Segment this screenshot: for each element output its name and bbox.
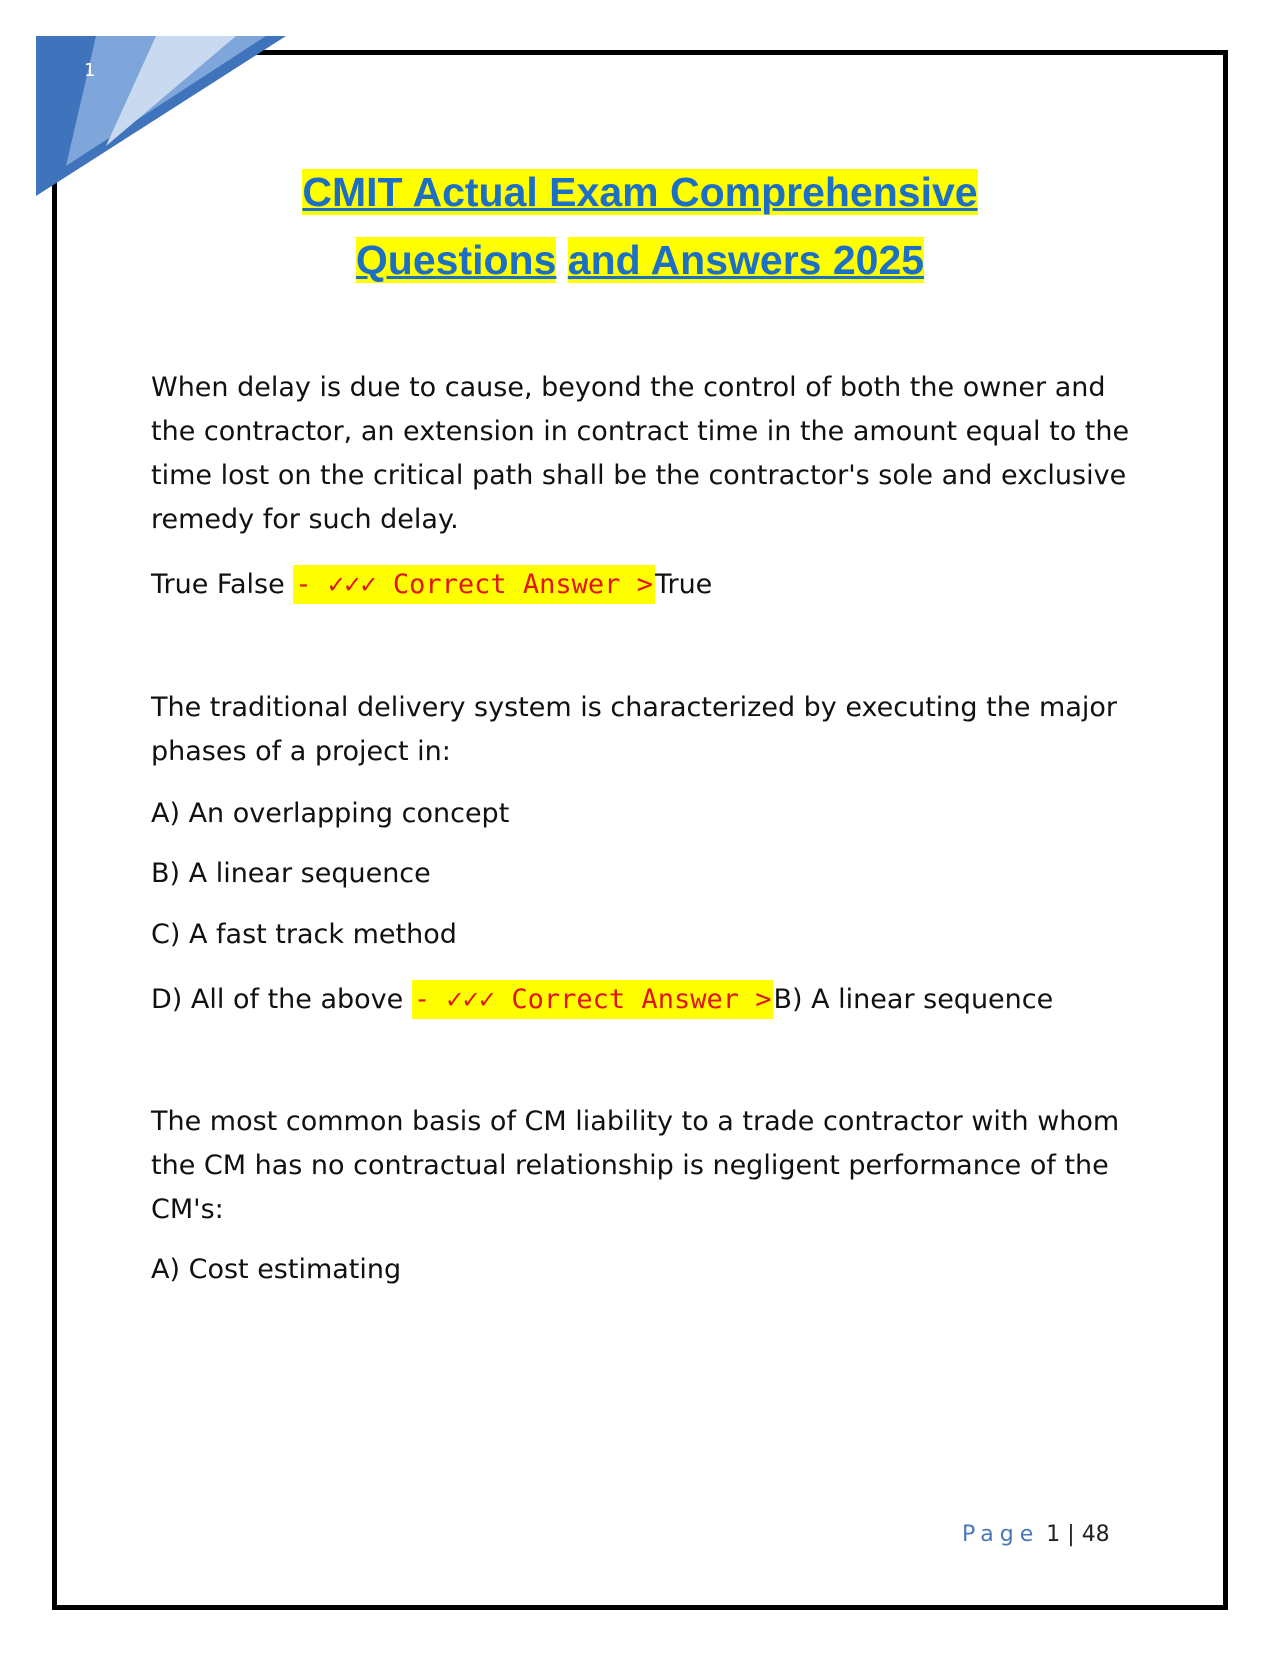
question-2-answer: B) A linear sequence (773, 984, 1054, 1015)
title-line-1: CMIT Actual Exam Comprehensive (302, 169, 978, 215)
question-2-text: The traditional delivery system is characterized by executing the major phases of a project in: (151, 692, 1118, 767)
page-label: Page (962, 1522, 1040, 1547)
question-1-options: True False (151, 569, 285, 600)
title-line-2a: Questions (355, 237, 557, 283)
page-number-top: 1 (84, 60, 96, 81)
question-2-option-a: A) An overlapping concept (151, 798, 510, 829)
question-1-text: When delay is due to cause, beyond the control of both the owner and the contractor, an extension in contract time in the amount equal to the time lost on the critical path shall be the contractor's sole and exclusive remedy for such delay. (151, 372, 1130, 535)
question-1-answer-line (151, 563, 1141, 607)
question-1-answer: True (654, 569, 713, 600)
question-3-text: The most common basis of CM liability to a trade contractor with whom the CM has no contractual relationship is negligent performance of the CM's: (151, 1106, 1120, 1225)
total-pages: 48 (1081, 1522, 1110, 1547)
correct-answer-marker: - ✓✓✓ Correct Answer > (412, 980, 774, 1019)
title-line-2b: and Answers 2025 (567, 237, 925, 283)
question-2-option-b: B) A linear sequence (151, 858, 431, 889)
correct-answer-marker: - ✓✓✓ Correct Answer > (293, 565, 655, 604)
question-3-option-a: A) Cost estimating (151, 1254, 402, 1285)
page-separator: | (1067, 1522, 1075, 1547)
document-title (140, 158, 1140, 294)
question-2-answer-line (151, 978, 1141, 1022)
question-2-option-c: C) A fast track method (151, 919, 457, 950)
current-page: 1 (1046, 1522, 1061, 1547)
page-footer (962, 1522, 1110, 1547)
question-2-option-d: D) All of the above (151, 984, 404, 1015)
